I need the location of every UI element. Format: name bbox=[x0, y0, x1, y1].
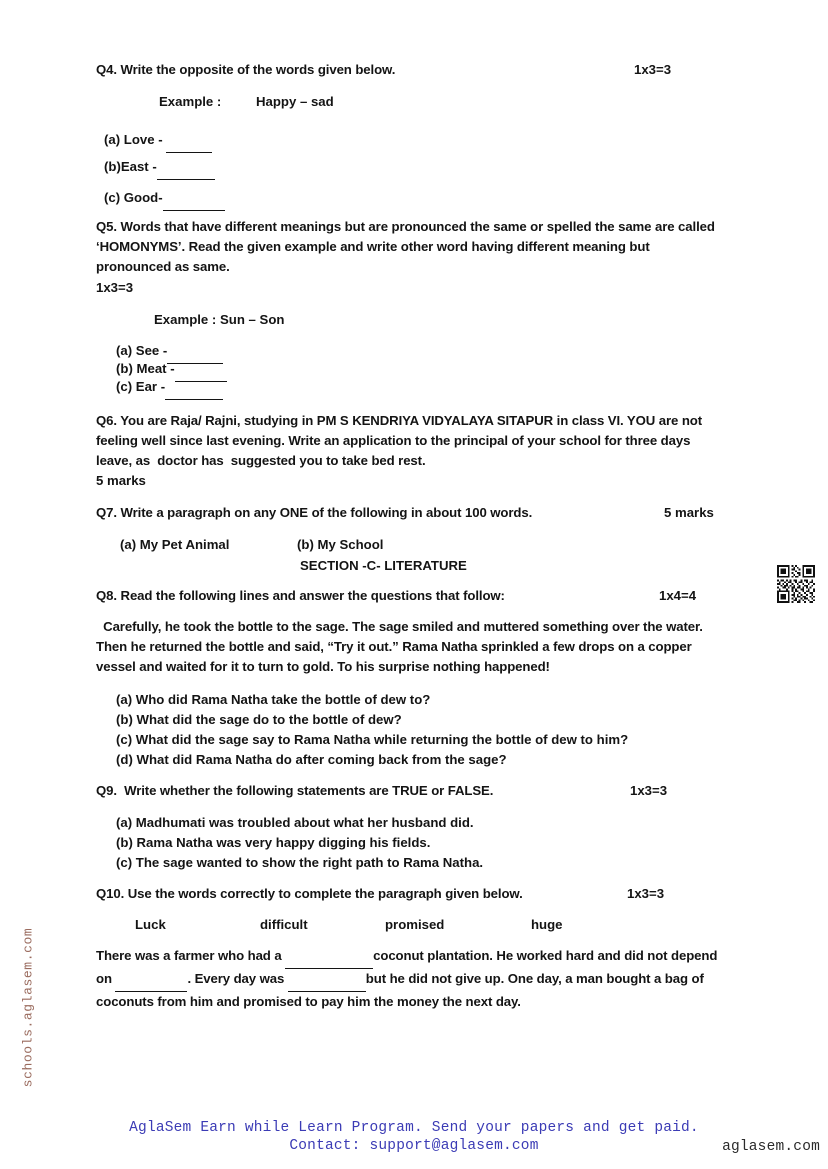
q4-blank-b[interactable] bbox=[157, 159, 215, 180]
q5-item-a-label: (a) See - bbox=[116, 343, 168, 358]
q5-blank-c[interactable] bbox=[165, 379, 223, 400]
q4-blank-a[interactable] bbox=[166, 132, 212, 153]
question-q4-marks: 1x3=3 bbox=[634, 62, 672, 77]
question-q4-prompt: Q4. Write the opposite of the words given below. bbox=[96, 62, 396, 77]
q10-word-1: Luck bbox=[135, 917, 166, 932]
page-footer bbox=[0, 1120, 828, 1154]
q5-example: Example : Sun – Son bbox=[154, 312, 285, 327]
q4-example-value: Happy – sad bbox=[256, 94, 334, 109]
q9-item-c: (c) The sage wanted to show the right path to Rama Natha. bbox=[116, 855, 484, 870]
q10-blank-1[interactable] bbox=[285, 948, 373, 969]
question-q6-marks: 5 marks bbox=[96, 473, 146, 488]
q9-item-b: (b) Rama Natha was very happy digging his fields. bbox=[116, 835, 431, 850]
side-watermark: schools.aglasem.com bbox=[20, 927, 36, 1088]
question-q10-marks: 1x3=3 bbox=[627, 886, 665, 901]
q8-passage: Carefully, he took the bottle to the sage. The sage smiled and muttered something over the water. Then he returned the bottle and said, “Try it out.” Rama Natha sprinkled a few drops on a copper vessel and waited for it to turn to gold. To his surprise nothing happened! bbox=[96, 619, 707, 674]
q7-option-a: (a) My Pet Animal bbox=[120, 537, 230, 552]
footer-promo-line[interactable]: AglaSem Earn while Learn Program. Send your papers and get paid. bbox=[129, 1120, 699, 1136]
q4-item-c bbox=[104, 188, 225, 211]
q5-item-b-label: (b) Meat - bbox=[116, 361, 175, 376]
q8-item-d: (d) What did Rama Natha do after coming back from the sage? bbox=[116, 752, 507, 767]
q10-para-part1: There was a farmer who had a bbox=[96, 948, 286, 963]
question-q5-prompt: Q5. Words that have different meanings but are pronounced the same or spelled the same are called ‘HOMONYMS’. Read the given example and write other word having different meaning but pronounced as same. bbox=[96, 219, 719, 274]
q4-example-label: Example : bbox=[159, 94, 222, 109]
q7-section-heading: SECTION -C- LITERATURE bbox=[300, 558, 467, 573]
q7-option-b: (b) My School bbox=[297, 537, 384, 552]
q4-item-a bbox=[104, 130, 212, 153]
q5-item-c-label: (c) Ear - bbox=[116, 379, 166, 394]
question-q9-prompt: Q9. Write whether the following statements are TRUE or FALSE. bbox=[96, 783, 494, 798]
question-q9-marks: 1x3=3 bbox=[630, 783, 668, 798]
question-q8-marks: 1x4=4 bbox=[659, 588, 697, 603]
question-q8-prompt: Q8. Read the following lines and answer the questions that follow: bbox=[96, 588, 505, 603]
q5-item-c bbox=[116, 377, 223, 400]
question-q6-prompt: Q6. You are Raja/ Rajni, studying in PM S KENDRIYA VIDYALAYA SITAPUR in class VI. YOU are not feeling well since last evening. Write an application to the principal of your school for three days leave, as doctor has suggested you to take bed rest. bbox=[96, 413, 706, 468]
q4-item-c-label: (c) Good- bbox=[104, 190, 163, 205]
q10-para-part3: . Every day was bbox=[187, 971, 288, 986]
q9-item-a: (a) Madhumati was troubled about what her husband did. bbox=[116, 815, 474, 830]
question-q5-marks: 1x3=3 bbox=[96, 280, 134, 295]
q4-item-a-label: (a) Love - bbox=[104, 132, 163, 147]
q4-item-b-label: (b)East - bbox=[104, 159, 157, 174]
q8-item-c: (c) What did the sage say to Rama Natha while returning the bottle of dew to him? bbox=[116, 732, 629, 747]
qr-code-icon bbox=[775, 565, 817, 603]
q10-para-part2: coconut plantation. He worked hard and did not depend on bbox=[96, 948, 718, 986]
q10-paragraph bbox=[96, 946, 728, 1012]
question-q7-prompt: Q7. Write a paragraph on any ONE of the following in about 100 words. bbox=[96, 505, 533, 520]
q8-item-a: (a) Who did Rama Natha take the bottle of dew to? bbox=[116, 692, 431, 707]
q4-item-b bbox=[104, 157, 215, 180]
q10-word-2: difficult bbox=[260, 917, 308, 932]
footer-contact-line[interactable]: Contact: support@aglasem.com bbox=[289, 1138, 539, 1154]
q4-blank-c[interactable] bbox=[163, 190, 225, 211]
q10-blank-2[interactable] bbox=[115, 971, 187, 992]
question-q10-prompt: Q10. Use the words correctly to complete the paragraph given below. bbox=[96, 886, 523, 901]
q10-para-part4: but he did not give up. One day, a man bought a bag of coconuts from him and promised to pay him the money the next day. bbox=[96, 971, 704, 1009]
footer-site-label[interactable]: aglasem.com bbox=[722, 1139, 820, 1155]
q10-word-3: promised bbox=[385, 917, 445, 932]
question-q7-marks: 5 marks bbox=[664, 505, 714, 520]
q10-word-4: huge bbox=[531, 917, 563, 932]
q10-blank-3[interactable] bbox=[288, 971, 366, 992]
q8-item-b: (b) What did the sage do to the bottle of dew? bbox=[116, 712, 402, 727]
